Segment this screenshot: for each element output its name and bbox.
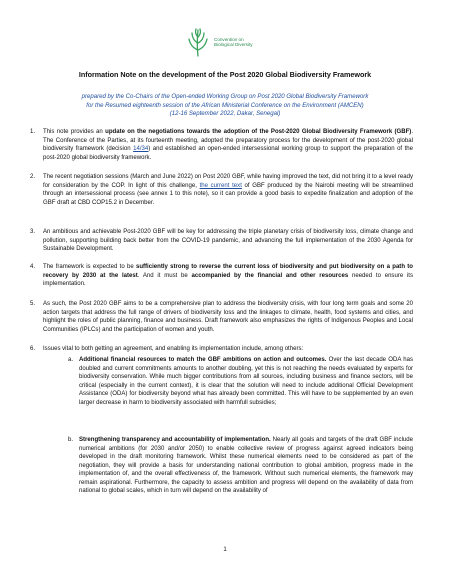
paragraph-4: 4. The framework is expected to be sufficiently strong to reverse the current loss of biodiversity and put biodiversity on a path to recovery by 2030 at the latest. And it must be accompanied by the financial and other resources needed to ensure its implementation. [30,264,414,288]
paragraph-6b: b. Strengthening transparency and accountability of implementation. Nearly all goals and targets of the draft GBF include numerical ambitions (for 2030 and/or 2050) to enable collective review of progress against agreed indicators being developed in the draft monitoring framework. Whilst these numerical elements need to be considered as part of the negotiation, they will provide a basis for understanding national contribution to global ambition, progress made in the implementation of, and the overall effectiveness of, the framework. Without such numerical elements, the framework may remain aspirational. Furthermore, the capacity to assess ambition and progress will depend on the availability of data from national to global scales, which in turn will depend on the availability of [68,437,414,495]
subtitle-line-2: for the Resumed eighteenth session of the African Ministerial Conference on the Environment (AMCEN) [86,102,364,109]
paragraph-number: 3. [30,229,36,235]
subtitle-line-1: prepared by the Co-Chairs of the Open-ended Working Group on Post 2020 Global Biodiversity Framework [81,94,369,100]
paragraph-number: 1. [30,129,36,135]
current-text-link[interactable]: the current text [199,182,242,189]
paragraph-3: 3. An ambitious and achievable Post-2020 GBF will be key for addressing the triple planetary crisis of biodiversity loss, climate change and pollution, supporting building back better from the COVID-19 pandemic, and advancing the full implementation of the 2030 Agenda for Sustainable Development. [30,229,413,253]
paragraph-6a: a. Additional financial resources to match the GBF ambitions on action and outcomes. Over the last decade ODA has doubled and current commitments amounts to another doubling, yet this is not reaching the needs evaluated by experts for biodiversity conservation. While much bigger contributions from all sources, including business and finance sectors, will be critical (especially in the current context), it is clear that the solution will need to include additional Official Development Assistance (ODA) for biodiversity beyond what has already been committed. This will have to be supplemented by an even larger decrease in harm to biodiversity associated with harmfull subsidies; [68,357,413,406]
decision-link[interactable]: 14/34 [133,146,149,153]
page-number: 1 [223,547,227,553]
paragraph-6: 6. Issues vital to both getting an agreement, and enabling its implementation include, among others: [30,346,304,352]
logo-line-2: Biological Diversity [214,42,253,47]
subtitle-line-3: (12-16 September 2022, Dakar, Senegal) [169,111,281,118]
paragraph-1: 1. This note provides an update on the negotiations towards the adoption of the Post-2020 Global Biodiversity Framework (GBF). The Conference of the Parties, at its fourteenth meeting, adopted the preparatory process for the development of the post-2020 global biodiversity framework (decision 14/34) and established an open-ended intersessional working group to support the preparation of the post-2020 global biodiversity framework. [30,129,414,161]
cbd-logo [185,25,275,59]
paragraph-letter: b. [68,437,74,443]
cbd-leaf-logo-icon [185,26,211,58]
paragraph-letter: a. [68,357,74,363]
paragraph-number: 2. [30,174,36,180]
document-title: Information Note on the development of the Post 2020 Global Biodiversity Framework [78,70,372,79]
paragraph-5: 5. As such, the Post 2020 GBF aims to be a comprehensive plan to address the biodiversity crisis, with four long term goals and some 20 action targets that address the full range of drivers of biodiversity loss and the linkages to climate, health, food systems and cities, and highlight the roles of public planning, finance and business. Draft framework also emphasizes the rights of Indigenous Peoples and Local Communities (IPLCs) and the participation of women and youth. [30,301,413,333]
logo-line-1: Convention on [214,36,244,42]
paragraph-number: 6. [30,346,36,352]
paragraph-number: 4. [30,264,36,270]
paragraph-2: 2. The recent negotiation sessions (March and June 2022) on Post 2020 GBF, while having improved the text, did not bring it to a level ready for consideration by the COP. In light of this challenge, the current text of GBF produced by the Nairobi meeting will be streamlined through an intersessional process (see annex 1 to this note), so it can provide a good basis to expedite finalization and adoption of the GBF draft at CBD COP15.2 in December. [30,174,413,206]
paragraph-number: 5. [30,301,36,307]
document-subtitle [40,93,410,119]
